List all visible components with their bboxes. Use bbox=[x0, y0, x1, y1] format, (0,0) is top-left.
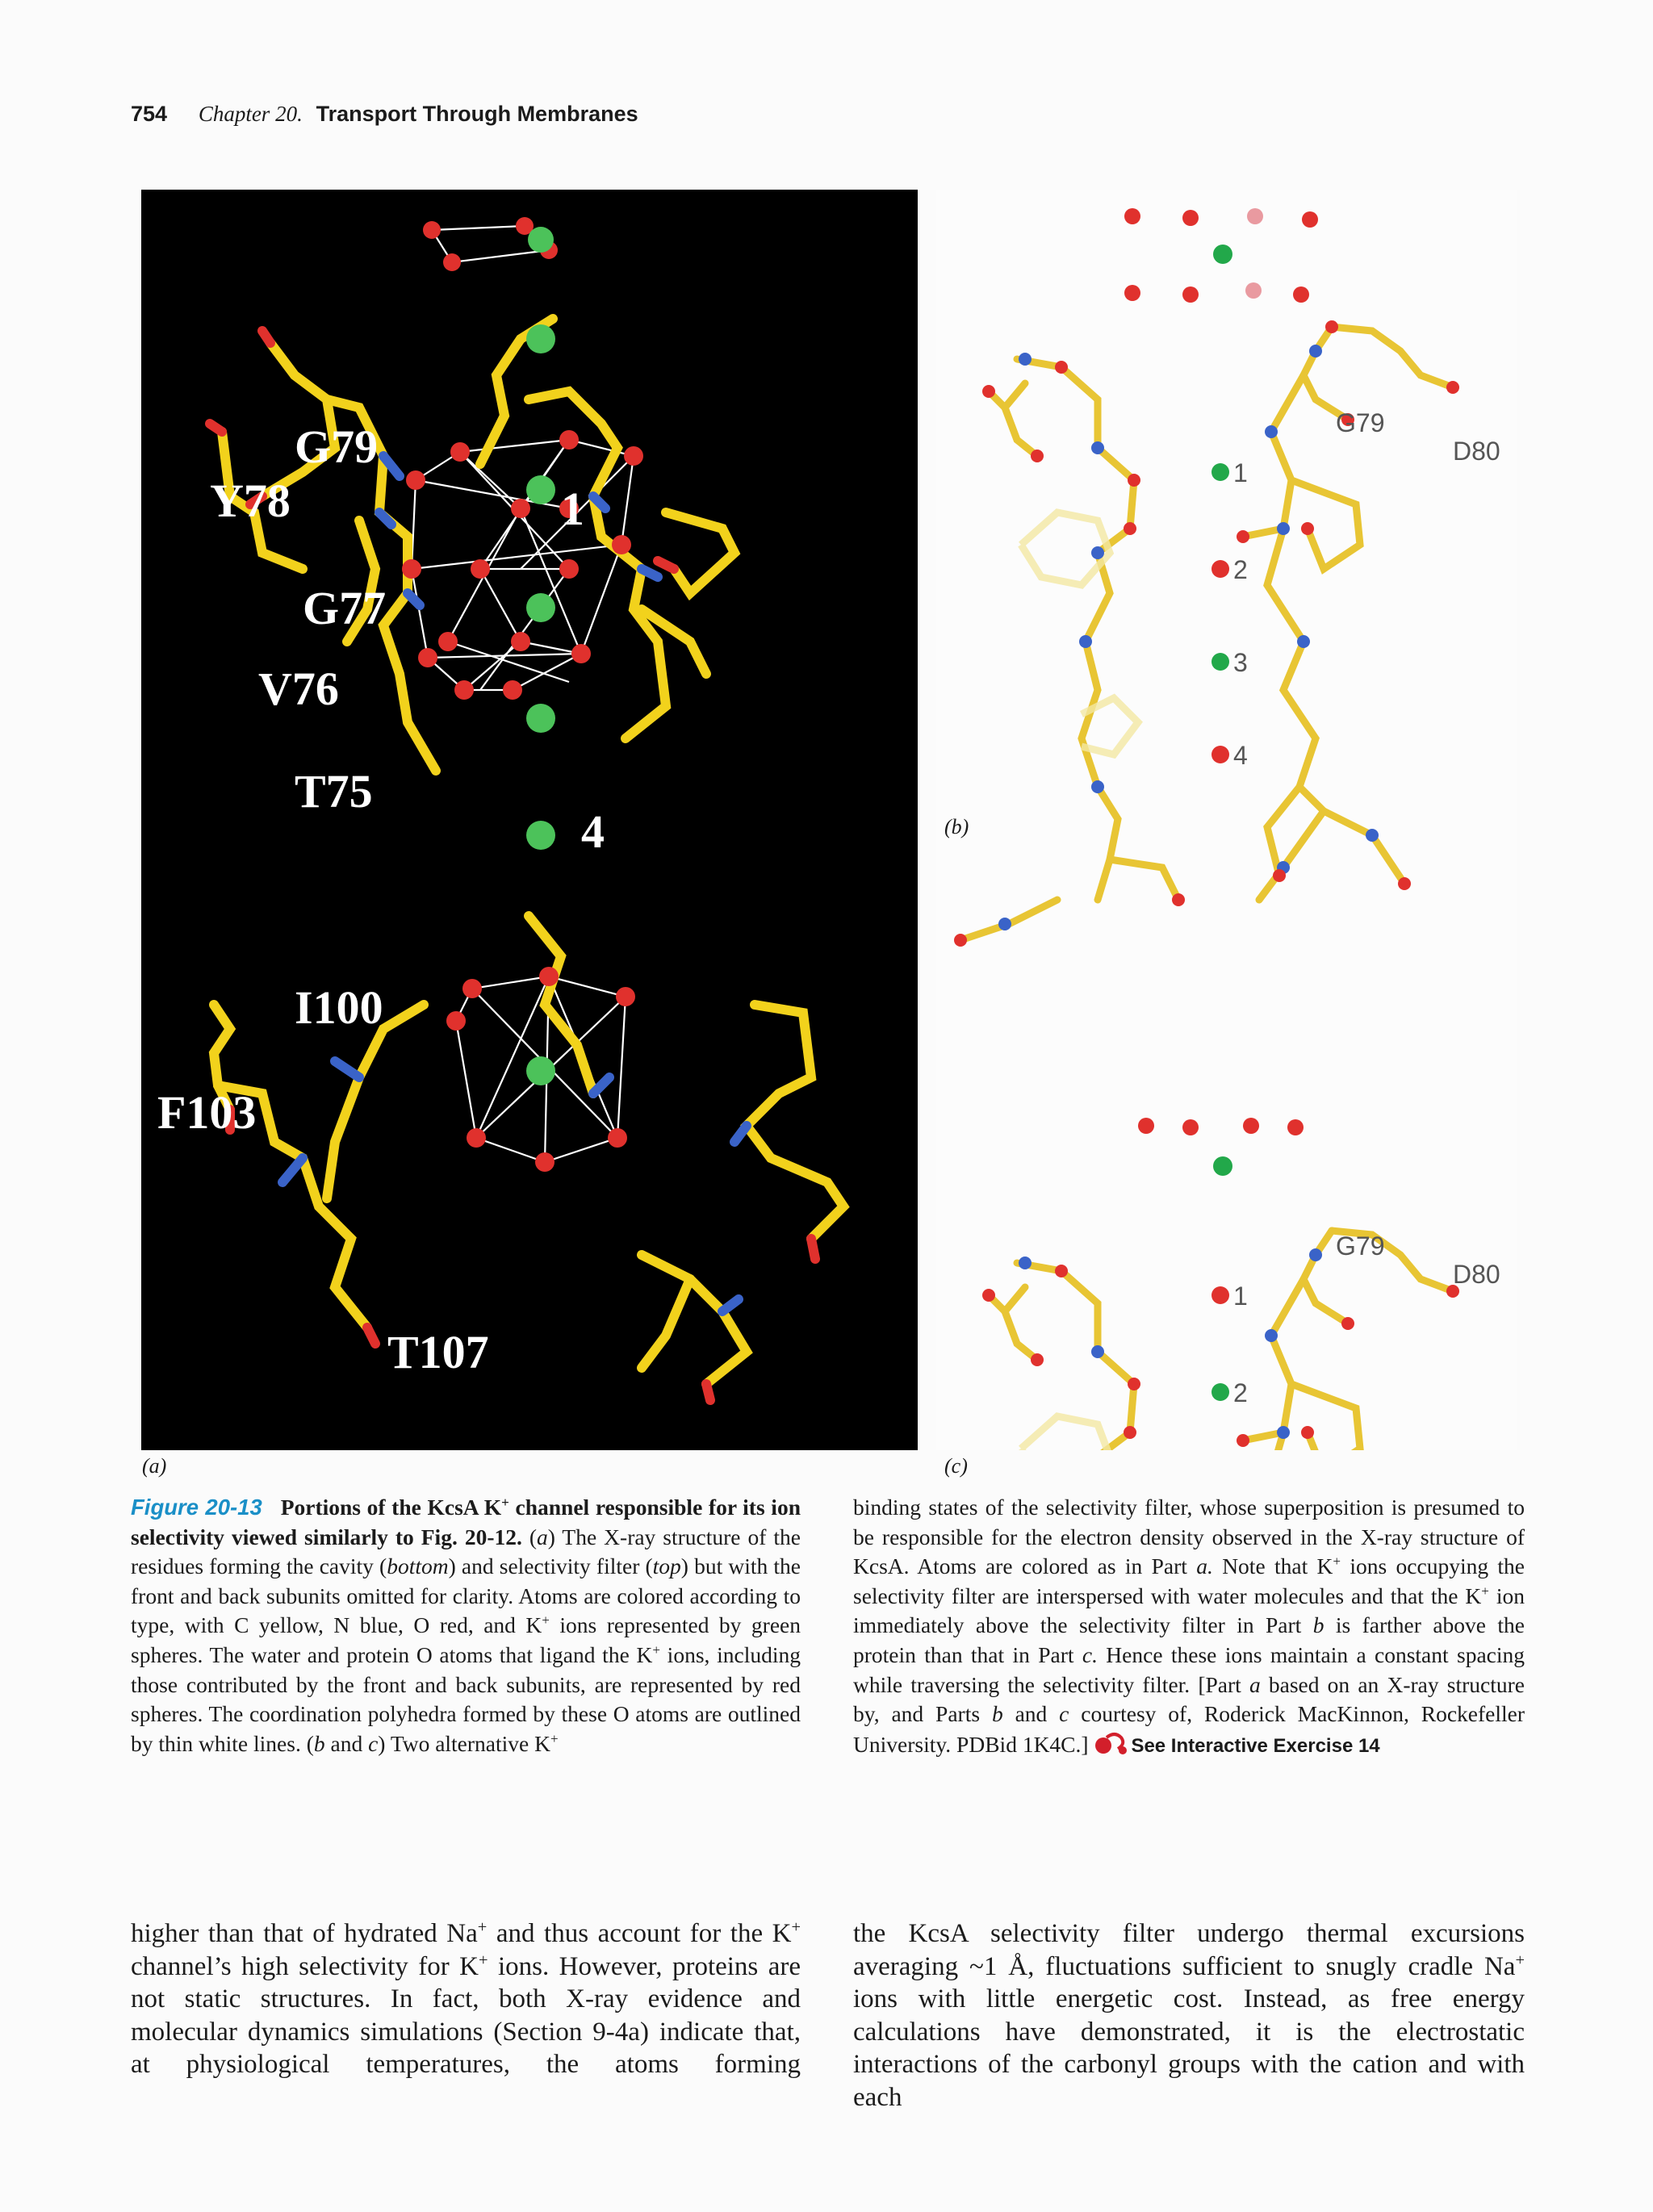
panel-label-a: (a) bbox=[142, 1454, 167, 1478]
panel-c-structure bbox=[954, 1118, 1500, 1450]
carbon-bonds bbox=[214, 319, 843, 1384]
figure-label: Figure 20-13 bbox=[131, 1495, 262, 1520]
panel-label-b: (b) bbox=[944, 815, 969, 838]
oxygen-atoms bbox=[402, 217, 643, 1172]
chapter-label: Chapter 20. bbox=[198, 102, 303, 126]
label-y78: Y78 bbox=[210, 475, 291, 527]
panel-c-site-1: 1 bbox=[1233, 1282, 1248, 1311]
panel-label-c: (c) bbox=[944, 1454, 968, 1478]
panel-b-site-2: 2 bbox=[1233, 555, 1248, 584]
figure-panel-a bbox=[141, 190, 918, 1450]
panel-c-label-d80: D80 bbox=[1453, 1260, 1500, 1289]
molecule-icon bbox=[1094, 1729, 1131, 1757]
label-g79: G79 bbox=[295, 420, 379, 473]
chapter-title: Transport Through Membranes bbox=[316, 102, 638, 126]
site-label-4: 4 bbox=[581, 805, 605, 858]
label-t75: T75 bbox=[295, 765, 373, 817]
figure-caption-left: Figure 20-13 Portions of the KcsA K+ channel responsible for its ion selectivity viewed similarly to Fig. 20-12. (a) The X-ray structure of the residues forming the cavity (bottom) and selectivity filter (top) but with the front and back subunits omitted for clarity. Atoms are colored according to type, with C yellow, N blue, O red, and K+ ions represented by green spheres. The water and protein O atoms that ligand the K+ ions, including those contributed by the front and back subunits, are represented by red spheres. The coordination polyhedra formed by these O atoms are outlined by thin white lines. (b and c) Two alternative K+ bbox=[131, 1494, 801, 1756]
panel-b-site-1: 1 bbox=[1233, 458, 1248, 487]
page-number: 754 bbox=[131, 102, 168, 126]
figure-caption-right: binding states of the selectivity filter, whose superposition is presumed to be responsible for the electron density observed in the X-ray structure of KcsA. Atoms are colored as in Part a. Note that K+ ions occupying the selectivity filter are interspersed with water molecules and that the K+ ion immediately above the selectivity filter in Part b is farther above the protein than that in Part c. Hence these ions maintain a constant spacing while traversing the selectivity filter. [Part a based on an X-ray structure by, and Parts b and c courtesy of, Roderick MacKinnon, Rockefeller University. PDBid 1K4C.] See Interactive Exercise 14 bbox=[853, 1495, 1525, 1757]
body-text-right: the KcsA selectivity filter undergo thermal excursions averaging ~1 Å, fluctuations sufficient to snugly cradle Na+ ions with little energetic cost. Instead, as free energy calculations have demonstrated, it is the electrostatic interactions of the carbonyl groups with the cation and with each bbox=[853, 1919, 1525, 2112]
body-text-left: higher than that of hydrated Na+ and thus account for the K+ channel’s high selectivity for K+ ions. However, proteins are not static structures. In fact, both X-ray evidence and molecular dynamics simulations (Section 9-4a) indicate that, at physiological temperatures, the atoms forming bbox=[131, 1918, 801, 2079]
panel-c-site-2: 2 bbox=[1233, 1378, 1248, 1407]
label-t107: T107 bbox=[387, 1326, 489, 1378]
running-header bbox=[131, 102, 638, 127]
panel-b-label-d80: D80 bbox=[1453, 437, 1500, 466]
panel-c-label-g79: G79 bbox=[1336, 1231, 1385, 1261]
panel-b-site-3: 3 bbox=[1233, 648, 1248, 677]
label-i100: I100 bbox=[295, 981, 383, 1034]
potassium-ions bbox=[526, 227, 555, 1085]
label-v76: V76 bbox=[258, 663, 339, 715]
label-f103: F103 bbox=[157, 1086, 257, 1139]
panel-a-labels bbox=[157, 420, 605, 1378]
label-g77: G77 bbox=[303, 582, 387, 634]
coordination-polyhedra bbox=[412, 226, 634, 1162]
panel-b-site-4: 4 bbox=[1233, 741, 1248, 770]
oxygen-bonds bbox=[210, 331, 815, 1400]
interactive-exercise-link[interactable]: See Interactive Exercise 14 bbox=[1094, 1732, 1379, 1757]
panel-b-structure bbox=[954, 208, 1500, 947]
figure-panels-b-c bbox=[936, 190, 1517, 1450]
panel-b-label-g79: G79 bbox=[1336, 408, 1385, 437]
caption-title: Portions of the KcsA K+ channel responsible for its ion selectivity viewed similarly to Fig. 20-12. bbox=[131, 1494, 801, 1549]
site-label-1: 1 bbox=[561, 483, 584, 535]
